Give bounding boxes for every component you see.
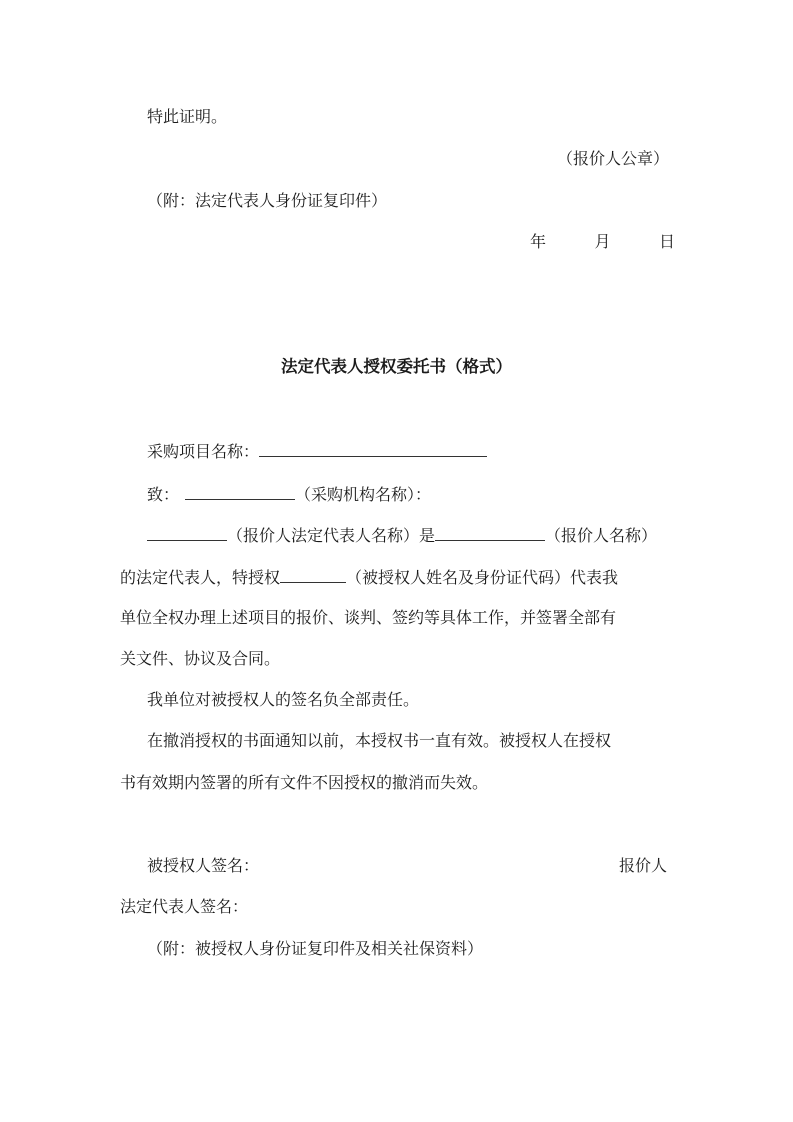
legal-rep-name-note: （报价人法定代表人名称）是 bbox=[227, 526, 436, 545]
paragraph-line-4: 关文件、协议及合同。 bbox=[120, 649, 281, 668]
responsibility-statement: 我单位对被授权人的签名负全部责任。 bbox=[147, 690, 420, 709]
year-label: 年 bbox=[530, 232, 547, 251]
certify-statement: 特此证明。 bbox=[147, 107, 228, 126]
agency-name-note: （采购机构名称）： bbox=[295, 485, 432, 504]
validity-line-1: 在撤消授权的书面通知以前，本授权书一直有效。被授权人在授权 bbox=[147, 731, 612, 750]
agency-name-blank bbox=[185, 483, 295, 500]
legal-rep-signature-label: 法定代表人签名： bbox=[120, 897, 249, 916]
project-name-blank bbox=[259, 440, 487, 457]
legal-rep-name-blank bbox=[147, 524, 227, 541]
bidder-seal-note: （报价人公章） bbox=[557, 149, 670, 168]
paragraph-line-2-suffix: （被授权人姓名及身份证代码）代表我 bbox=[346, 568, 619, 587]
id-copy-attachment-note: （附：法定代表人身份证复印件） bbox=[147, 191, 388, 210]
validity-line-2: 书有效期内签署的所有文件不因授权的撤消而失效。 bbox=[120, 773, 489, 792]
project-name-label: 采购项目名称： bbox=[147, 442, 260, 461]
authorized-person-blank bbox=[280, 566, 346, 583]
date-line bbox=[530, 231, 675, 253]
to-label: 致： bbox=[147, 485, 180, 504]
day-label: 日 bbox=[658, 232, 675, 251]
project-name-line bbox=[147, 440, 487, 463]
paragraph-line-2 bbox=[120, 566, 618, 589]
document-title: 法定代表人授权委托书（格式） bbox=[281, 357, 512, 376]
bidder-name-blank bbox=[435, 524, 545, 541]
authorized-signature-label: 被授权人签名： bbox=[147, 856, 260, 875]
bidder-name-note: （报价人名称） bbox=[545, 526, 658, 545]
month-label: 月 bbox=[594, 232, 611, 251]
paragraph-line-3: 单位全权办理上述项目的报价、谈判、签约等具体工作，并签署全部有 bbox=[120, 608, 617, 627]
paragraph-line-1 bbox=[147, 524, 657, 547]
paragraph-line-2-prefix: 的法定代表人，特授权 bbox=[120, 568, 281, 587]
addressee-line bbox=[147, 483, 431, 506]
authorized-id-attachment-note: （附：被授权人身份证复印件及相关社保资料） bbox=[147, 939, 484, 958]
bidder-label: 报价人 bbox=[619, 856, 668, 875]
